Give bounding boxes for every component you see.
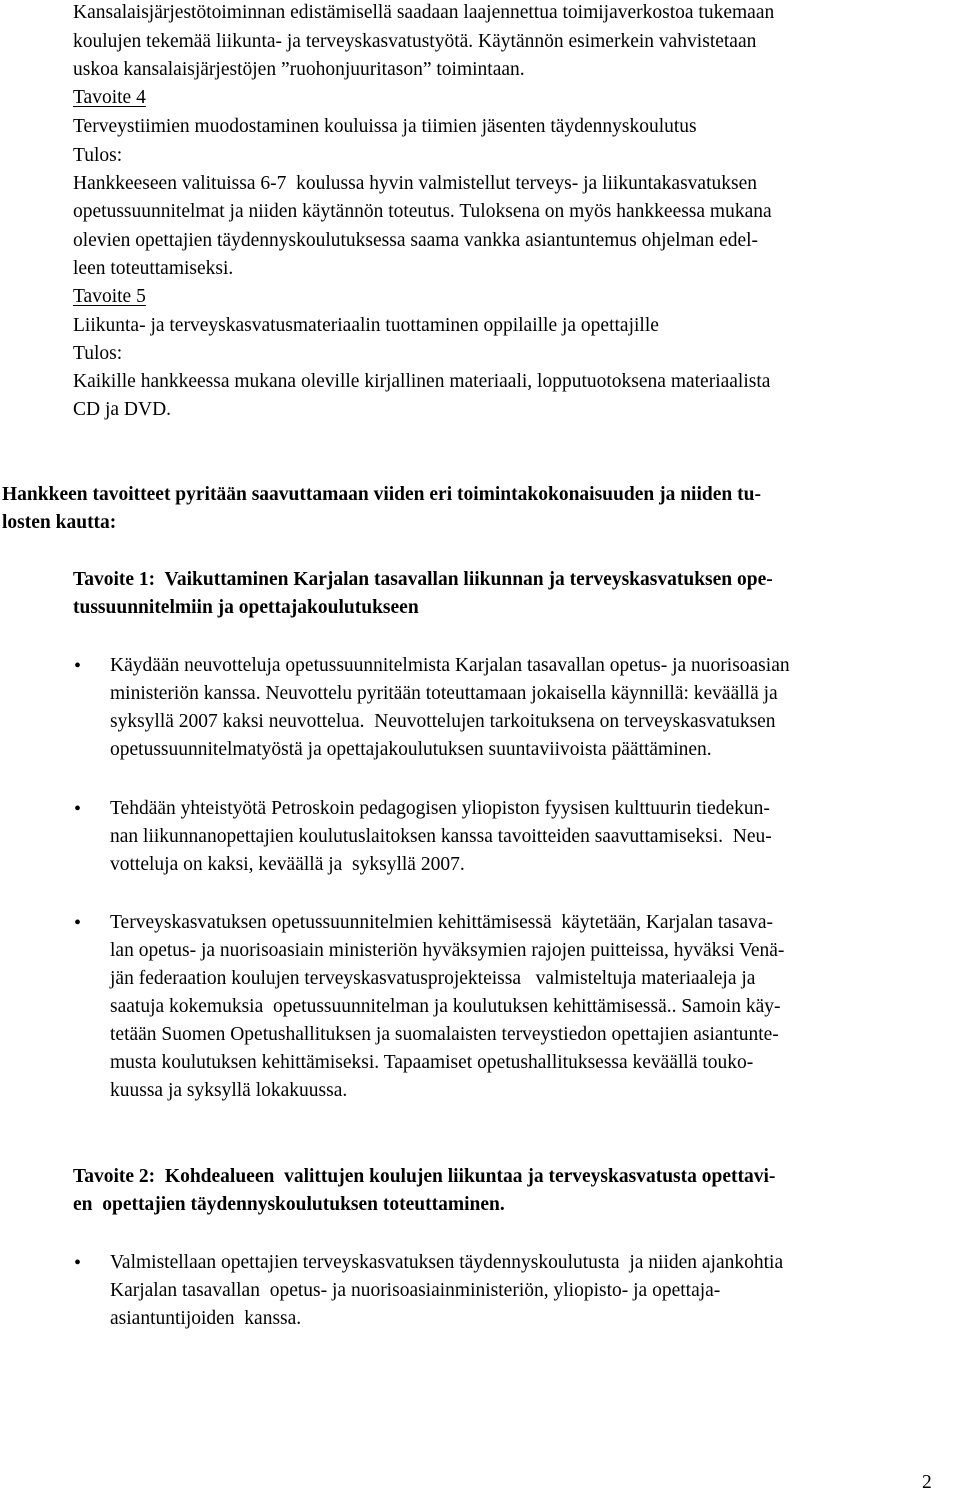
goal-5-result-label: Tulos: [73,343,123,364]
text-line: olevien opettajien täydennyskoulutuksessa saama vankka asiantuntemus ohjelman edel- [73,230,759,251]
heading-line: losten kautta: [2,512,117,533]
text-line: opetussuunnitelmat ja niiden käytännön toteutus. Tuloksena on myös hankkeessa mukana [73,201,772,222]
target-1-heading: tussuunnitelmiin ja opettajakoulutukseen [73,597,419,618]
text-line: tetään Suomen Opetushallituksen ja suomalaisten terveystiedon opettajien asiantunte- [110,1024,779,1045]
text-line: nan liikunnanopettajien koulutuslaitoksen kanssa tavoitteiden saavuttamiseksi. Neu- [110,826,772,847]
target-2-heading: en opettajien täydennyskoulutuksen toteuttaminen. [73,1194,505,1215]
goal-5-title: Liikunta- ja terveyskasvatusmateriaalin tuottaminen oppilaille ja opettajille [73,315,659,336]
text-line: ministeriön kanssa. Neuvottelu pyritään toteuttamaan jokaisella käynnillä: keväällä ja [110,683,778,704]
text-line: Käydään neuvotteluja opetussuunnitelmista Karjalan tasavallan opetus- ja nuorisoasian [110,655,790,676]
text-line: uskoa kansalaisjärjestöjen ”ruohonjuuritason” toimintaan. [73,59,525,80]
heading-line: Hankkeen tavoitteet pyritään saavuttamaan viiden eri toimintakokonaisuuden ja niiden tu- [2,484,761,505]
text-line: syksyllä 2007 kaksi neuvottelua. Neuvottelujen tarkoituksena on terveyskasvatuksen [110,711,776,732]
text-line: jän federaation koulujen terveyskasvatusprojekteissa valmisteltuja materiaaleja ja [110,968,756,989]
text-line: Kaikille hankkeessa mukana oleville kirjallinen materiaali, lopputuotoksena materiaalista [73,371,771,392]
text-line: opetussuunnitelmatyöstä ja opettajakoulutuksen suuntaviivoista päättäminen. [110,739,712,760]
text-line: Kansalaisjärjestötoiminnan edistämisellä saadaan laajennettua toimijaverkostoa tukemaan [73,2,775,23]
goal-4-result-label: Tulos: [73,145,123,166]
bullet-icon: • [74,655,82,677]
text-line: asiantuntijoiden kanssa. [110,1308,302,1329]
bullet-icon: • [74,912,82,934]
goal-4-heading: Tavoite 4 [73,87,146,108]
goal-5-heading: Tavoite 5 [73,286,146,307]
text-line: votteluja on kaksi, keväällä ja syksyllä 2007. [110,854,465,875]
text-line: lan opetus- ja nuorisoasiain ministeriön hyväksymien rajojen puitteissa, hyväksi Venä- [110,940,785,961]
text-line: Hankkeeseen valituissa 6-7 koulussa hyvin valmistellut terveys- ja liikuntakasvatuksen [73,173,757,194]
text-line: Tehdään yhteistyötä Petroskoin pedagogisen yliopiston fyysisen kulttuurin tiedekun- [110,798,770,819]
text-line: kuussa ja syksyllä lokakuussa. [110,1080,348,1101]
text-line: Terveyskasvatuksen opetussuunnitelmien kehittämisessä käytetään, Karjalan tasava- [110,912,774,933]
bullet-icon: • [74,798,82,820]
goal-4-title: Terveystiimien muodostaminen kouluissa ja tiimien jäsenten täydennyskoulutus [73,116,697,137]
page-number: 2 [922,1472,932,1493]
text-line: Valmistellaan opettajien terveyskasvatuksen täydennyskoulutusta ja niiden ajankohtia [110,1252,784,1273]
text-line: Karjalan tasavallan opetus- ja nuorisoasiainministeriön, yliopisto- ja opettaja- [110,1280,721,1301]
target-1-heading: Tavoite 1: Vaikuttaminen Karjalan tasavallan liikunnan ja terveyskasvatuksen ope- [73,569,773,590]
text-line: CD ja DVD. [73,399,172,420]
text-line: koulujen tekemää liikunta- ja terveyskasvatustyötä. Käytännön esimerkein vahvistetaan [73,31,757,52]
text-line: leen toteuttamiseksi. [73,258,234,279]
target-2-heading: Tavoite 2: Kohdealueen valittujen koulujen liikuntaa ja terveyskasvatusta opettavi- [73,1166,776,1187]
bullet-icon: • [74,1252,82,1274]
text-line: saatuja kokemuksia opetussuunnitelman ja koulutuksen kehittämisessä.. Samoin käy- [110,996,781,1017]
text-line: musta koulutuksen kehittämiseksi. Tapaamiset opetushallituksessa keväällä touko- [110,1052,754,1073]
